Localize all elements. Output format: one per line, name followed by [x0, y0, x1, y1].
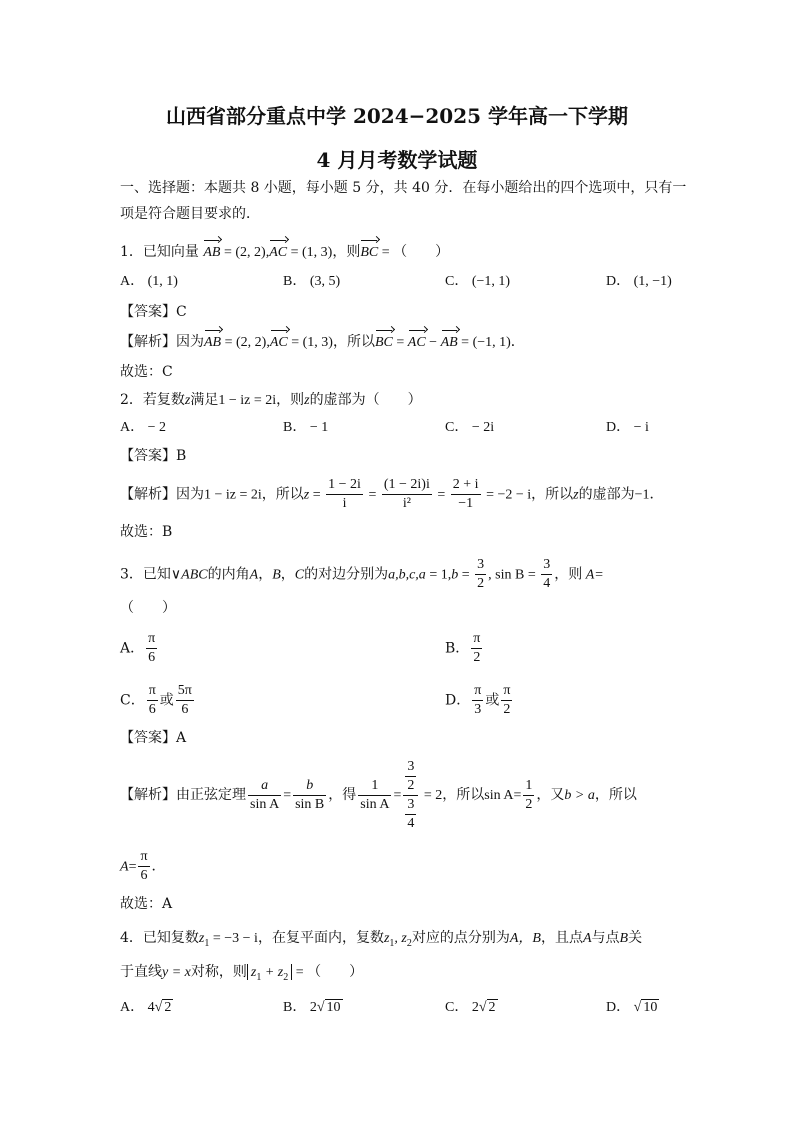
numerator: 3 — [475, 556, 486, 575]
q1-option-c: C． (−1, 1) — [445, 274, 511, 289]
question-number: 4． — [120, 930, 143, 946]
numerator: 1 — [358, 777, 391, 796]
numerator: a — [248, 777, 281, 796]
question-text: = （ ） — [292, 965, 364, 980]
fraction — [293, 777, 326, 814]
denominator: 6 — [148, 650, 156, 665]
vector-ac-value: = (1, 3) — [287, 245, 333, 260]
analysis-label: 【解析】 — [120, 334, 176, 350]
question-math: = −3 − i — [209, 931, 258, 946]
question-text: ，且点 — [540, 930, 583, 946]
choose-label: 故选： — [120, 364, 162, 380]
equals-sign: = — [524, 567, 540, 583]
question-math: + z — [261, 965, 284, 980]
vector-ac: AC — [408, 333, 426, 353]
denominator — [403, 796, 418, 833]
variable-b-upper: B — [272, 567, 281, 583]
radicand: 10 — [326, 1000, 341, 1015]
fraction — [138, 848, 149, 885]
question-3 — [120, 556, 604, 593]
answer-value: B — [176, 448, 187, 464]
q3-option-c — [120, 682, 196, 719]
option-label: A． — [120, 1000, 145, 1015]
denominator: i — [342, 496, 347, 511]
fraction — [382, 476, 432, 513]
point-a: A — [582, 931, 592, 946]
option-coefficient: 4 — [147, 1000, 155, 1015]
numerator: b — [293, 777, 326, 796]
triangle-symbol: ∨ABC — [170, 567, 208, 583]
q3-option-d — [445, 682, 514, 719]
title-line-1: 山西省部分重点中学 2024−2025 学年高一下学期 — [165, 104, 628, 128]
denominator: 2 — [525, 796, 533, 812]
numerator — [403, 758, 418, 796]
analysis-text: 因为 — [176, 334, 204, 350]
numerator: 1 — [523, 777, 534, 796]
q1-choose — [120, 362, 173, 382]
variable-z: z — [198, 931, 205, 946]
numerator: 1 − 2i — [326, 476, 363, 495]
equals-sign: = — [364, 487, 380, 503]
option-coefficient: 2 — [471, 1000, 479, 1015]
question-text: ，则 — [276, 392, 305, 408]
analysis-math: = (−1, 1) — [457, 335, 511, 350]
analysis-math: sin A — [484, 788, 514, 803]
denominator: i² — [402, 496, 411, 511]
q3-choose — [120, 894, 172, 914]
variable-z: z — [304, 393, 310, 408]
subscript: 1 — [256, 971, 262, 983]
fraction — [451, 476, 481, 513]
compound-fraction — [403, 758, 418, 833]
fraction — [523, 777, 534, 814]
separator: ， — [258, 566, 273, 583]
question-math: a,b,c,a — [388, 567, 426, 583]
numerator: (1 − 2i)i — [382, 476, 432, 495]
question-4 — [120, 928, 642, 954]
choose-value: A — [162, 896, 173, 912]
numerator: π — [146, 630, 157, 649]
choose-value: B — [162, 524, 173, 540]
analysis-text: ． — [649, 486, 664, 503]
subscript: 1 — [389, 937, 395, 949]
analysis-text: ． — [510, 334, 525, 350]
fraction — [147, 682, 158, 719]
answer-value: A — [176, 730, 187, 746]
question-number: 1． — [120, 244, 143, 260]
analysis-math: −1 — [634, 487, 650, 503]
fraction — [405, 796, 416, 833]
choose-value: C — [162, 364, 173, 380]
equals-sign: = — [458, 567, 474, 583]
fraction — [358, 777, 391, 814]
analysis-text: ，所以 — [332, 334, 375, 350]
q2-option-a: A． − 2 — [120, 420, 167, 435]
vector-bc: BC — [360, 243, 378, 263]
sqrt-symbol: √ — [633, 1000, 642, 1015]
vector-ac: AC — [269, 243, 287, 263]
q1-option-d: D． (1, −1) — [606, 274, 672, 289]
analysis-math: b > a — [564, 788, 595, 803]
numerator: π — [138, 848, 149, 867]
option-text: 或 — [159, 692, 174, 709]
variable-z: z — [573, 487, 579, 503]
subscript: 2 — [283, 971, 289, 983]
equals-sign: = — [433, 487, 449, 503]
analysis-text: 的虚部为 — [578, 486, 635, 503]
option-label: D． — [445, 692, 471, 709]
q4-option-a — [120, 998, 173, 1018]
radicand: 2 — [164, 1000, 172, 1015]
q2-option-b: B． − 1 — [283, 420, 329, 435]
question-math: y = x — [162, 965, 191, 980]
fraction — [326, 476, 363, 513]
denominator: 4 — [407, 815, 415, 831]
question-text: 已知复数 — [142, 930, 199, 946]
subscript: 1 — [204, 937, 210, 949]
denominator: 3 — [474, 702, 482, 717]
q3-option-a — [120, 630, 159, 667]
q3-answer — [120, 728, 186, 748]
question-text: 已知 — [142, 566, 171, 583]
section-instruction-1: 一、选择题：本题共 8 小题，每小题 5 分，共 40 分．在每小题给出的四个选项中，只有一 — [120, 180, 687, 196]
analysis-math: = (1, 3) — [287, 335, 333, 350]
numerator: 3 — [405, 796, 416, 815]
choose-label: 故选： — [120, 896, 162, 912]
question-text: 的对边分别为 — [304, 566, 389, 583]
question-text: = （ ） — [378, 245, 450, 260]
question-text: 的内角 — [207, 566, 250, 583]
numerator: π — [471, 630, 482, 649]
separator: ， — [280, 566, 295, 583]
q2-analysis — [120, 476, 664, 513]
option-text: 或 — [485, 692, 500, 709]
fraction — [176, 682, 194, 719]
variable-z: z — [250, 965, 257, 980]
denominator: sin A — [360, 796, 390, 812]
option-label: B． — [283, 1000, 307, 1015]
vector-ac: AC — [270, 333, 288, 353]
variable-a-upper: A — [249, 567, 259, 583]
question-text: 与点 — [591, 930, 620, 946]
fraction — [472, 682, 483, 719]
question-text: 若复数 — [142, 392, 185, 408]
question-text: 的虚部为（ ） — [309, 392, 422, 408]
option-label: D． — [606, 1000, 631, 1015]
point-b: B — [619, 931, 629, 946]
question-equation: 1 − iz = 2i — [218, 393, 277, 408]
analysis-text: ，得 — [328, 787, 357, 803]
variable-z: z — [303, 487, 310, 503]
analysis-text: ，又 — [536, 787, 565, 803]
sqrt-symbol: √ — [316, 1000, 325, 1015]
question-text: 满足 — [190, 392, 219, 408]
fraction — [501, 682, 512, 719]
numerator: π — [147, 682, 158, 701]
variable-z: z — [383, 931, 390, 946]
denominator: 2 — [503, 702, 511, 717]
equals-sign: = — [128, 859, 137, 875]
denominator: 6 — [148, 702, 156, 717]
section-instruction-2: 项是符合题目要求的． — [120, 206, 260, 222]
q2-choose — [120, 522, 172, 542]
analysis-text: 由正弦定理 — [176, 787, 246, 803]
title-line-2: 4 月月考数学试题 — [316, 148, 478, 172]
vector-ab-value: = (2, 2), — [220, 245, 270, 260]
denominator: 2 — [477, 576, 485, 591]
question-number: 2． — [120, 392, 143, 408]
variable-a-upper: A — [120, 859, 129, 875]
sqrt-symbol: √ — [154, 1000, 163, 1015]
q3-analysis: 【解析】由正弦定理 $\frac{a}{\text{sin A}}$ = $\frac{b}{\text{sin B}}$ ，得 $\frac{1}{\text{sin A}}$ = $\frac{\frac{3}{2}}{\frac{3}{4}}$ = 2，所以sin A= $\frac{1}{2}$ ，又b > a，所以 — [120, 758, 637, 831]
question-text: 已知向量 — [142, 244, 199, 260]
vector-ab: AB — [203, 243, 220, 263]
equals-sign: = — [309, 487, 325, 503]
question-2 — [120, 390, 422, 411]
question-math: A= — [582, 567, 604, 583]
denominator: sin B — [295, 796, 325, 812]
analysis-text: 因为 — [176, 486, 204, 503]
analysis-math: = −2 − i — [482, 487, 532, 503]
q1-answer — [120, 302, 187, 322]
analysis-math: = — [392, 335, 408, 350]
question-text: 对称，则 — [190, 964, 247, 980]
fraction — [405, 758, 416, 795]
choose-label: 故选： — [120, 524, 162, 540]
q2-option-d: D． − i — [606, 420, 649, 435]
numerator: 2 + i — [451, 476, 481, 495]
analysis-text: ，所以 — [261, 486, 304, 503]
answer-label: 【答案】 — [120, 730, 176, 746]
question-text: 关 — [628, 930, 643, 946]
q2-answer — [120, 446, 186, 466]
analysis-label: 【解析】 — [120, 486, 176, 503]
q3-option-b — [445, 630, 484, 667]
q1-option-b: B． (3, 5) — [283, 274, 341, 289]
denominator: −1 — [458, 496, 474, 511]
variable-z: z — [184, 393, 191, 408]
q1-analysis — [120, 332, 525, 353]
vector-ab: AB — [204, 333, 221, 353]
q2-option-c: C． − 2i — [445, 420, 495, 435]
analysis-text: ，所以 — [442, 787, 485, 803]
fraction — [471, 630, 482, 667]
question-number: 3． — [120, 566, 143, 583]
variable-c-upper: C — [294, 567, 305, 583]
question-text: ，则 — [554, 566, 583, 583]
question-text: 于直线 — [120, 964, 162, 980]
numerator: 3 — [405, 758, 416, 777]
question-math: A，B — [509, 931, 541, 946]
option-label: A． — [120, 640, 145, 657]
q4-option-d — [606, 998, 659, 1018]
numerator: π — [472, 682, 483, 701]
q4-option-b — [283, 998, 343, 1018]
denominator: 6 — [181, 702, 189, 717]
answer-value: C — [176, 304, 187, 320]
q3-paren: （ ） — [120, 600, 176, 616]
vector-ab: AB — [441, 333, 458, 353]
denominator: 2 — [407, 777, 415, 793]
radicand: 2 — [488, 1000, 496, 1015]
option-label: B． — [445, 640, 470, 657]
analysis-text: ，所以 — [531, 486, 574, 503]
analysis-label: 【解析】 — [120, 787, 176, 803]
analysis-text: ，所以 — [594, 787, 637, 803]
variable-z: , z — [394, 931, 407, 946]
denominator: 4 — [543, 576, 551, 591]
absolute-value — [247, 964, 292, 983]
fraction — [475, 556, 486, 593]
subscript: 2 — [406, 937, 412, 949]
q4-option-c — [445, 998, 498, 1018]
denominator: 2 — [473, 650, 481, 665]
analysis-math: 1 − iz = 2i — [204, 487, 262, 503]
option-label: C． — [120, 692, 145, 709]
question-text: ，则 — [332, 244, 361, 260]
analysis-math: = (2, 2), — [221, 335, 270, 350]
numerator: 5π — [176, 682, 194, 701]
option-label: C． — [445, 1000, 469, 1015]
q1-option-a: A． (1, 1) — [120, 274, 178, 289]
q3-analysis-cont — [120, 848, 166, 886]
sqrt-symbol: √ — [478, 1000, 487, 1015]
fraction — [146, 630, 157, 667]
radicand: 10 — [643, 1000, 658, 1015]
option-coefficient: 2 — [309, 1000, 317, 1015]
analysis-math: = 2 — [420, 788, 443, 803]
denominator: 6 — [140, 868, 148, 883]
variable-b: b — [451, 567, 459, 583]
question-math: , sin B — [488, 567, 525, 583]
question-math: = 1, — [425, 567, 452, 583]
analysis-math: − — [425, 335, 441, 350]
denominator: sin A — [250, 796, 280, 812]
vector-bc: BC — [375, 333, 393, 353]
numerator: π — [501, 682, 512, 701]
answer-label: 【答案】 — [120, 304, 176, 320]
answer-label: 【答案】 — [120, 448, 176, 464]
question-1 — [120, 242, 449, 263]
question-text: 对应的点分别为 — [411, 930, 510, 946]
fraction — [248, 777, 281, 814]
fraction — [541, 556, 552, 593]
analysis-text: ． — [151, 858, 166, 875]
question-4-cont — [120, 962, 363, 988]
numerator: 3 — [541, 556, 552, 575]
question-text: ，在复平面内，复数 — [257, 930, 384, 946]
